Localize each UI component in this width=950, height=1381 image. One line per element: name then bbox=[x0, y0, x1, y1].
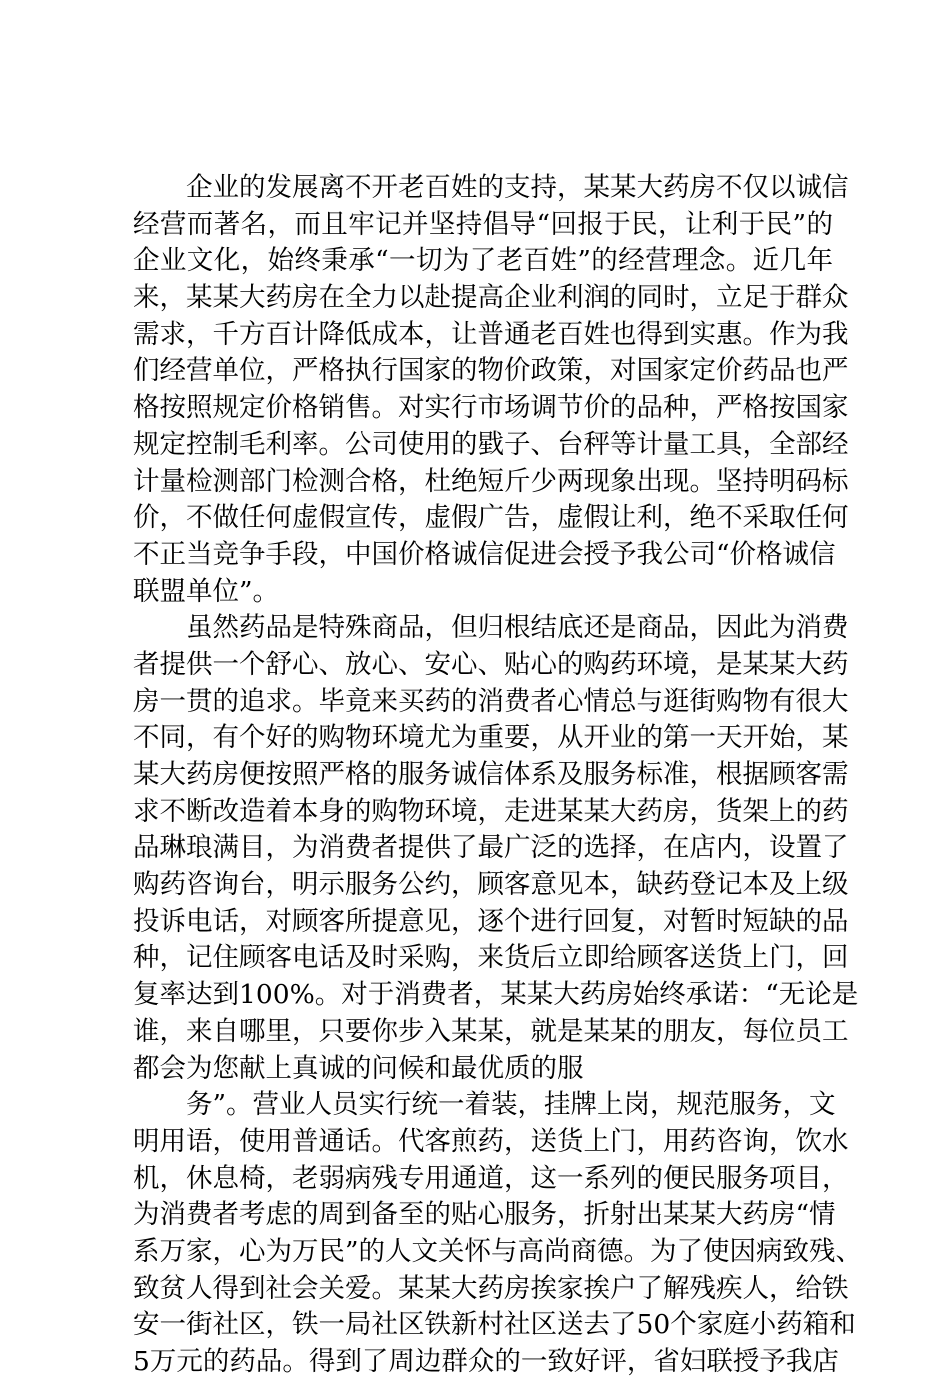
text-line: 务”。营业人员实行统一着装，挂牌上岗，规范服务，文 bbox=[186, 1089, 836, 1121]
text-line: 5万元的药品。得到了周边群众的一致好评，省妇联授予我店 bbox=[133, 1346, 839, 1377]
text-line: 企业的发展离不开老百姓的支持，某某大药房不仅以诚信 bbox=[186, 172, 849, 203]
body-text bbox=[133, 170, 863, 1381]
text-line: 品琳琅满目，为消费者提供了最广泛的选择，在店内，设置了 bbox=[133, 832, 849, 864]
text-line: 虽然药品是特殊商品，但归根结底还是商品，因此为消费 bbox=[186, 612, 849, 644]
text-line: 系万家，心为万民”的人文关怀与高尚商德。为了使因病致残、 bbox=[133, 1235, 863, 1267]
text-line: 房一贯的追求。毕竟来买药的消费者心情总与逛街购物有很大 bbox=[133, 685, 849, 717]
text-line: 都会为您献上真诚的问候和最优质的服 bbox=[133, 1052, 584, 1084]
text-line: 谁，来自哪里，只要你步入某某，就是某某的朋友，每位员工 bbox=[133, 1015, 849, 1047]
text-line: 安一街社区，铁一局社区铁新村社区送去了50个家庭小药箱和 bbox=[133, 1309, 856, 1341]
text-line: 价，不做任何虚假宣传，虚假广告，虚假让利，绝不采取任何 bbox=[133, 502, 849, 534]
text-line: 企业文化，始终秉承“一切为了老百姓”的经营理念。近几年 bbox=[133, 245, 833, 277]
text-line: 来，某某大药房在全力以赴提高企业利润的同时，立足于群众 bbox=[133, 282, 849, 314]
text-line: 联盟单位”。 bbox=[133, 575, 280, 607]
text-line: 不同，有个好的购物环境尤为重要，从开业的第一天开始，某 bbox=[133, 722, 849, 754]
text-line: 们经营单位，严格执行国家的物价政策，对国家定价药品也严 bbox=[133, 355, 849, 387]
text-line: 不正当竞争手段，中国价格诚信促进会授予我公司“价格诚信 bbox=[133, 538, 836, 570]
text-line: 经营而著名，而且牢记并坚持倡导“回报于民，让利于民”的 bbox=[133, 208, 833, 240]
text-line: 者提供一个舒心、放心、安心、贴心的购药环境，是某某大药 bbox=[133, 648, 849, 680]
text-line: 某大药房便按照严格的服务诚信体系及服务标准，根据顾客需 bbox=[133, 759, 849, 790]
text-line: 为消费者考虑的周到备至的贴心服务，折射出某某大药房“情 bbox=[133, 1199, 836, 1231]
text-line: 机，休息椅，老弱病残专用通道，这一系列的便民服务项目， bbox=[133, 1162, 849, 1194]
text-line: 规定控制毛利率。公司使用的戥子、台秤等计量工具，全部经 bbox=[133, 428, 849, 460]
text-line: 需求，千方百计降低成本，让普通老百姓也得到实惠。作为我 bbox=[133, 318, 849, 350]
text-line: 格按照规定价格销售。对实行市场调节价的品种，严格按国家 bbox=[133, 392, 849, 424]
text-line: 种，记住顾客电话及时采购，来货后立即给顾客送货上门，回 bbox=[133, 942, 849, 974]
text-line: 购药咨询台，明示服务公约，顾客意见本，缺药登记本及上级 bbox=[133, 869, 849, 901]
text-line: 计量检测部门检测合格，杜绝短斤少两现象出现。坚持明码标 bbox=[133, 465, 849, 497]
text-line: 求不断改造着本身的购物环境，走进某某大药房，货架上的药 bbox=[133, 795, 849, 827]
text-line: 复率达到100%。对于消费者，某某大药房始终承诺：“无论是 bbox=[133, 979, 859, 1011]
text-line: 投诉电话，对顾客所提意见，逐个进行回复，对暂时短缺的品 bbox=[133, 905, 849, 937]
text-line: 明用语，使用普通话。代客煎药，送货上门，用药咨询，饮水 bbox=[133, 1125, 849, 1157]
text-line: 致贫人得到社会关爱。某某大药房挨家挨户了解残疾人，给铁 bbox=[133, 1272, 849, 1304]
